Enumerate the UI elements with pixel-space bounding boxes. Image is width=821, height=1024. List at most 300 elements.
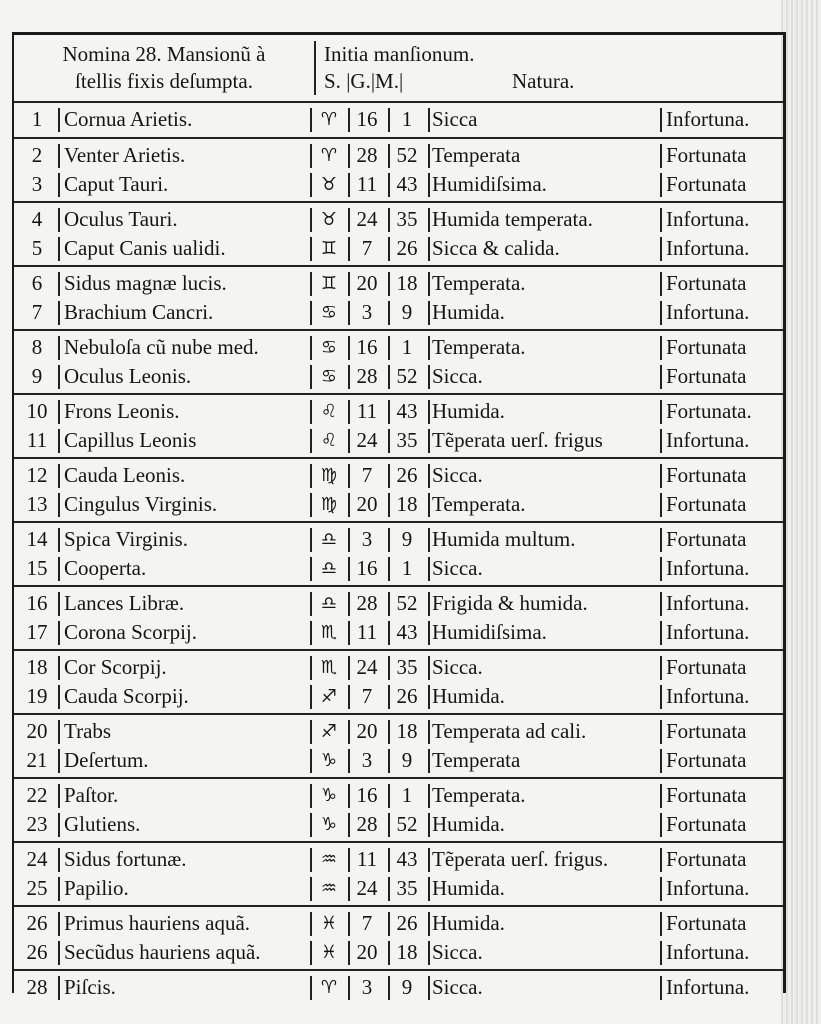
table-row: [14, 141, 783, 170]
column-rule: [310, 912, 312, 936]
natura: Sicca: [432, 107, 478, 131]
zodiac-sign-icon: ♓: [320, 942, 338, 963]
minutes: 1: [401, 335, 413, 359]
column-rule: [58, 877, 60, 901]
zodiac-sign-icon: ♍: [320, 465, 338, 486]
column-rule: [310, 749, 312, 773]
column-rule: [348, 429, 350, 453]
minutes: 1: [401, 783, 413, 807]
mansion-name: Piſcis.: [64, 975, 116, 999]
mansion-number: 12: [26, 463, 48, 487]
column-rule: [428, 813, 430, 837]
mansion-name: Trabs: [64, 719, 112, 743]
zodiac-sign-icon: ♎: [320, 593, 338, 614]
column-rule: [388, 144, 390, 168]
mansion-number: 10: [26, 399, 48, 423]
minutes: 26: [396, 463, 418, 487]
mansion-name: Venter Arietis.: [64, 143, 186, 167]
column-rule: [428, 272, 430, 296]
zodiac-sign-icon: ♈: [320, 977, 338, 998]
column-rule: [660, 493, 662, 517]
mansion-name: Oculus Tauri.: [64, 207, 178, 231]
minutes: 26: [396, 911, 418, 935]
header-initia: Initia manſionum.: [324, 42, 475, 66]
fortuna: Infortuna.: [666, 107, 750, 131]
mansion-number: 15: [26, 556, 48, 580]
column-rule: [348, 813, 350, 837]
table-row: [14, 333, 783, 362]
mansion-name: Primus hauriens aquã.: [64, 911, 251, 935]
column-rule: [310, 144, 312, 168]
column-rule: [310, 464, 312, 488]
table-row: [14, 554, 783, 583]
zodiac-sign-icon: ♑: [320, 814, 338, 835]
zodiac-sign-icon: ♓: [320, 913, 338, 934]
fortuna: Fortunata: [666, 335, 747, 359]
column-rule: [388, 400, 390, 424]
minutes: 9: [401, 300, 413, 324]
table-header: [14, 35, 783, 103]
degrees: 3: [361, 975, 373, 999]
degrees: 3: [361, 527, 373, 551]
fortuna: Infortuna.: [666, 940, 750, 964]
column-rule: [428, 464, 430, 488]
column-rule: [428, 749, 430, 773]
fortuna: Infortuna.: [666, 591, 750, 615]
column-rule: [388, 976, 390, 1000]
fortuna: Infortuna.: [666, 428, 750, 452]
header-names-line2: ſtellis fixis deſumpta.: [75, 69, 253, 93]
fortuna: Infortuna.: [666, 556, 750, 580]
mansion-number: 26: [26, 911, 48, 935]
table-row: [14, 682, 783, 711]
column-rule: [58, 208, 60, 232]
column-rule: [388, 592, 390, 616]
fortuna: Fortunata.: [666, 399, 752, 423]
zodiac-sign-icon: ♌: [320, 401, 338, 422]
column-rule: [58, 528, 60, 552]
natura: Humida.: [432, 812, 505, 836]
degrees: 16: [356, 783, 378, 807]
column-rule: [660, 336, 662, 360]
column-rule: [388, 429, 390, 453]
zodiac-sign-icon: ♐: [320, 721, 338, 742]
minutes: 1: [401, 556, 413, 580]
column-rule: [310, 365, 312, 389]
zodiac-sign-icon: ♌: [320, 430, 338, 451]
column-rule: [660, 365, 662, 389]
minutes: 18: [396, 492, 418, 516]
mansion-name: Spica Virginis.: [64, 527, 188, 551]
minutes: 35: [396, 207, 418, 231]
column-rule: [310, 173, 312, 197]
row-group: [14, 651, 783, 715]
natura: Sicca.: [432, 556, 483, 580]
mansion-number: 11: [26, 428, 48, 452]
natura: Temperata.: [432, 335, 526, 359]
column-rule: [310, 941, 312, 965]
column-rule: [310, 400, 312, 424]
column-rule: [428, 685, 430, 709]
zodiac-sign-icon: ♉: [320, 209, 338, 230]
mansion-name: Deſertum.: [64, 748, 149, 772]
column-rule: [310, 336, 312, 360]
column-rule: [660, 848, 662, 872]
column-rule: [428, 592, 430, 616]
table-row: [14, 909, 783, 938]
column-rule: [58, 685, 60, 709]
table-row: [14, 105, 783, 134]
mansion-name: Secũdus hauriens aquã.: [64, 940, 261, 964]
column-rule: [58, 720, 60, 744]
column-rule: [428, 941, 430, 965]
zodiac-sign-icon: ♑: [320, 750, 338, 771]
fortuna: Fortunata: [666, 719, 747, 743]
column-rule: [428, 720, 430, 744]
mansion-number: 25: [26, 876, 48, 900]
table-row: [14, 589, 783, 618]
row-group: [14, 715, 783, 779]
degrees: 11: [356, 172, 378, 196]
column-rule: [348, 720, 350, 744]
column-rule: [388, 336, 390, 360]
column-rule: [388, 685, 390, 709]
column-rule: [348, 621, 350, 645]
degrees: 16: [356, 107, 378, 131]
fortuna: Infortuna.: [666, 975, 750, 999]
mansion-name: Cauda Leonis.: [64, 463, 186, 487]
mansion-name: Brachium Cancri.: [64, 300, 214, 324]
minutes: 9: [401, 527, 413, 551]
fortuna: Infortuna.: [666, 236, 750, 260]
column-rule: [660, 621, 662, 645]
column-rule: [428, 108, 430, 132]
zodiac-sign-icon: ♈: [320, 109, 338, 130]
natura: Temperata.: [432, 492, 526, 516]
column-rule: [58, 464, 60, 488]
column-rule: [388, 301, 390, 325]
column-rule: [310, 877, 312, 901]
zodiac-sign-icon: ♑: [320, 785, 338, 806]
column-rule: [660, 144, 662, 168]
mansion-number: 21: [26, 748, 48, 772]
natura: Humida.: [432, 300, 505, 324]
zodiac-sign-icon: ♊: [320, 238, 338, 259]
row-group: [14, 587, 783, 651]
degrees: 28: [356, 143, 378, 167]
column-rule: [388, 941, 390, 965]
column-rule: [660, 877, 662, 901]
column-rule: [58, 365, 60, 389]
column-rule: [58, 301, 60, 325]
column-rule: [348, 400, 350, 424]
column-rule: [388, 464, 390, 488]
mansion-name: Frons Leonis.: [64, 399, 180, 423]
column-rule: [388, 621, 390, 645]
column-rule: [388, 272, 390, 296]
mansion-number: 4: [31, 207, 43, 231]
header-divider: [314, 41, 316, 95]
natura: Sicca.: [432, 975, 483, 999]
column-rule: [310, 848, 312, 872]
column-rule: [660, 784, 662, 808]
column-rule: [348, 749, 350, 773]
column-rule: [310, 528, 312, 552]
column-rule: [660, 429, 662, 453]
column-rule: [58, 400, 60, 424]
mansion-name: Sidus magnæ lucis.: [64, 271, 227, 295]
column-rule: [58, 784, 60, 808]
table-row: [14, 717, 783, 746]
row-group: [14, 971, 783, 1011]
column-rule: [348, 685, 350, 709]
natura: Frigida & humida.: [432, 591, 588, 615]
minutes: 18: [396, 271, 418, 295]
column-rule: [58, 656, 60, 680]
row-group: [14, 907, 783, 971]
header-natura: Natura.: [512, 69, 575, 93]
mansion-name: Caput Tauri.: [64, 172, 169, 196]
column-rule: [660, 941, 662, 965]
column-rule: [58, 173, 60, 197]
column-rule: [348, 336, 350, 360]
table-row: [14, 525, 783, 554]
natura: Temperata.: [432, 271, 526, 295]
column-rule: [428, 301, 430, 325]
mansion-number: 19: [26, 684, 48, 708]
zodiac-sign-icon: ♎: [320, 529, 338, 550]
column-rule: [428, 877, 430, 901]
column-rule: [388, 493, 390, 517]
column-rule: [388, 237, 390, 261]
column-rule: [388, 720, 390, 744]
mansion-name: Paſtor.: [64, 783, 119, 807]
column-rule: [310, 108, 312, 132]
mansion-name: Glutiens.: [64, 812, 141, 836]
column-rule: [310, 272, 312, 296]
minutes: 9: [401, 975, 413, 999]
mansion-name: Lances Libræ.: [64, 591, 185, 615]
fortuna: Fortunata: [666, 143, 747, 167]
table-row: [14, 874, 783, 903]
column-rule: [388, 912, 390, 936]
mansion-number: 16: [26, 591, 48, 615]
minutes: 35: [396, 876, 418, 900]
fortuna: Fortunata: [666, 748, 747, 772]
fortuna: Fortunata: [666, 271, 747, 295]
row-group: [14, 779, 783, 843]
zodiac-sign-icon: ♋: [320, 337, 338, 358]
column-rule: [348, 976, 350, 1000]
minutes: 43: [396, 847, 418, 871]
degrees: 28: [356, 364, 378, 388]
natura: Humida.: [432, 399, 505, 423]
mansion-name: Caput Canis ualidi.: [64, 236, 226, 260]
natura: Sicca.: [432, 364, 483, 388]
column-rule: [428, 400, 430, 424]
table-row: [14, 362, 783, 391]
degrees: 16: [356, 335, 378, 359]
column-rule: [660, 272, 662, 296]
row-group: [14, 267, 783, 331]
natura: Humida.: [432, 684, 505, 708]
column-rule: [348, 493, 350, 517]
zodiac-sign-icon: ♒: [320, 878, 338, 899]
zodiac-sign-icon: ♉: [320, 174, 338, 195]
column-rule: [58, 144, 60, 168]
table-row: [14, 298, 783, 327]
column-rule: [660, 557, 662, 581]
minutes: 52: [396, 812, 418, 836]
column-rule: [310, 429, 312, 453]
table-row: [14, 397, 783, 426]
column-rule: [388, 528, 390, 552]
table-row: [14, 973, 783, 1002]
minutes: 35: [396, 655, 418, 679]
column-rule: [310, 301, 312, 325]
column-rule: [58, 557, 60, 581]
mansion-number: 17: [26, 620, 48, 644]
zodiac-sign-icon: ♍: [320, 494, 338, 515]
column-rule: [58, 621, 60, 645]
column-rule: [310, 656, 312, 680]
natura: Humida.: [432, 911, 505, 935]
column-rule: [388, 813, 390, 837]
column-rule: [58, 976, 60, 1000]
natura: Humida temperata.: [432, 207, 593, 231]
degrees: 20: [356, 719, 378, 743]
column-rule: [660, 592, 662, 616]
column-rule: [58, 493, 60, 517]
column-rule: [428, 784, 430, 808]
natura: Humida multum.: [432, 527, 576, 551]
column-rule: [428, 976, 430, 1000]
mansion-number: 20: [26, 719, 48, 743]
column-rule: [660, 749, 662, 773]
degrees: 11: [356, 620, 378, 644]
fortuna: Fortunata: [666, 911, 747, 935]
fortuna: Fortunata: [666, 655, 747, 679]
mansion-name: Cor Scorpij.: [64, 655, 167, 679]
table-row: [14, 845, 783, 874]
column-rule: [428, 493, 430, 517]
mansion-number: 8: [31, 335, 43, 359]
column-rule: [348, 464, 350, 488]
mansion-number: 26: [26, 940, 48, 964]
fortuna: Infortuna.: [666, 300, 750, 324]
column-rule: [58, 237, 60, 261]
column-rule: [58, 848, 60, 872]
column-rule: [428, 557, 430, 581]
fortuna: Fortunata: [666, 847, 747, 871]
column-rule: [660, 173, 662, 197]
degrees: 11: [356, 847, 378, 871]
mansion-number: 9: [31, 364, 43, 388]
minutes: 43: [396, 620, 418, 644]
mansion-name: Papilio.: [64, 876, 129, 900]
minutes: 52: [396, 591, 418, 615]
degrees: 20: [356, 492, 378, 516]
zodiac-sign-icon: ♐: [320, 686, 338, 707]
column-rule: [428, 365, 430, 389]
mansion-number: 1: [31, 107, 43, 131]
column-rule: [428, 621, 430, 645]
table-row: [14, 234, 783, 263]
column-rule: [660, 912, 662, 936]
zodiac-sign-icon: ♊: [320, 273, 338, 294]
column-rule: [348, 784, 350, 808]
column-rule: [660, 464, 662, 488]
degrees: 7: [361, 463, 373, 487]
degrees: 3: [361, 300, 373, 324]
column-rule: [348, 237, 350, 261]
column-rule: [310, 557, 312, 581]
column-rule: [310, 813, 312, 837]
mansion-name: Nebuloſa cũ nube med.: [64, 335, 259, 359]
column-rule: [428, 336, 430, 360]
column-rule: [428, 656, 430, 680]
row-group: [14, 139, 783, 203]
mansion-name: Oculus Leonis.: [64, 364, 192, 388]
fortuna: Fortunata: [666, 492, 747, 516]
natura: Sicca.: [432, 940, 483, 964]
column-rule: [310, 685, 312, 709]
mansion-name: Corona Scorpij.: [64, 620, 197, 644]
mansion-number: 13: [26, 492, 48, 516]
column-rule: [310, 208, 312, 232]
column-rule: [428, 848, 430, 872]
column-rule: [348, 877, 350, 901]
column-rule: [58, 336, 60, 360]
degrees: 7: [361, 684, 373, 708]
column-rule: [388, 208, 390, 232]
natura: Humidiſsima.: [432, 172, 547, 196]
mansion-number: 5: [31, 236, 43, 260]
header-names: [24, 41, 304, 95]
mansions-table: [12, 32, 786, 999]
column-rule: [660, 301, 662, 325]
header-names-line1: Nomina 28. Mansionũ à: [62, 42, 266, 66]
column-rule: [58, 108, 60, 132]
table-row: [14, 461, 783, 490]
minutes: 18: [396, 719, 418, 743]
table-row: [14, 170, 783, 199]
minutes: 35: [396, 428, 418, 452]
table-row: [14, 426, 783, 455]
zodiac-sign-icon: ♏: [320, 657, 338, 678]
zodiac-sign-icon: ♒: [320, 849, 338, 870]
natura: Temperata: [432, 143, 521, 167]
column-rule: [348, 528, 350, 552]
column-rule: [58, 941, 60, 965]
degrees: 20: [356, 940, 378, 964]
column-rule: [58, 912, 60, 936]
column-rule: [58, 272, 60, 296]
column-rule: [348, 144, 350, 168]
row-group: [14, 331, 783, 395]
fortuna: Infortuna.: [666, 620, 750, 644]
column-rule: [58, 592, 60, 616]
natura: Humida.: [432, 876, 505, 900]
mansion-number: 23: [26, 812, 48, 836]
degrees: 11: [356, 399, 378, 423]
column-rule: [660, 208, 662, 232]
mansion-name: Sidus fortunæ.: [64, 847, 187, 871]
column-rule: [58, 749, 60, 773]
minutes: 26: [396, 236, 418, 260]
degrees: 24: [356, 207, 378, 231]
mansion-number: 22: [26, 783, 48, 807]
